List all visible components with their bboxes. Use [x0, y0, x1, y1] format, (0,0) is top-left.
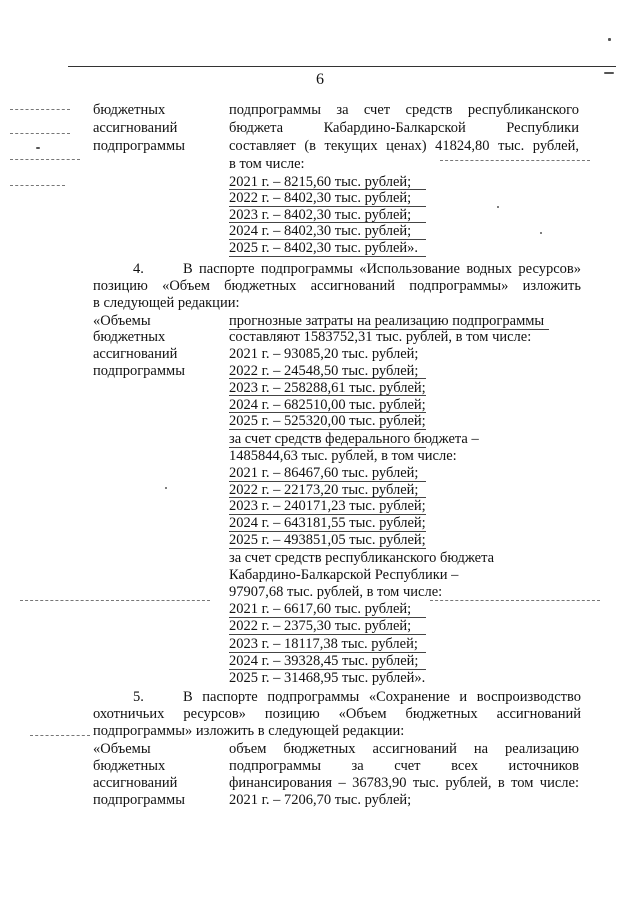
- scan-mark: [10, 109, 70, 110]
- underline: [229, 652, 426, 653]
- block2-line-21: 2024 г. – 39328,45 тыс. рублей;: [229, 653, 419, 669]
- block1-line-4: в том числе:: [229, 156, 305, 172]
- block2-label-3: ассигнований: [93, 346, 178, 362]
- block1-label-1: бюджетных: [93, 102, 166, 118]
- underline: [229, 447, 426, 448]
- underline: [229, 481, 426, 482]
- block2-line-22: 2025 г. – 31468,95 тыс. рублей».: [229, 670, 426, 686]
- scan-speck: [497, 206, 499, 208]
- block2-line-1: прогнозные затраты на реализацию подпрограммы: [229, 313, 545, 329]
- block1-year-2024: 2024 г. – 8402,30 тыс. рублей;: [229, 223, 412, 239]
- scan-mark: [10, 133, 70, 134]
- underline: [229, 329, 549, 330]
- item4-number: 4.: [133, 261, 144, 277]
- block1-year-2025: 2025 г. – 8402,30 тыс. рублей».: [229, 240, 419, 256]
- block2-line-7: 2025 г. – 525320,00 тыс. рублей;: [229, 413, 426, 429]
- top-rule: [68, 66, 616, 67]
- block2-line-2: составляют 1583752,31 тыс. рублей, в том числе:: [229, 329, 532, 345]
- block3-label-1: «Объемы: [93, 741, 151, 757]
- block3-line-3: финансирования – 36783,90 тыс. рублей, в том числе:: [229, 775, 579, 791]
- block1-year-2021: 2021 г. – 8215,60 тыс. рублей;: [229, 174, 412, 190]
- underline: [229, 514, 426, 515]
- underline: [229, 548, 426, 549]
- underline: [229, 239, 426, 240]
- block1-label-3: подпрограммы: [93, 138, 185, 154]
- block2-line-12: 2023 г. – 240171,23 тыс. рублей;: [229, 498, 426, 514]
- block3-line-2: подпрограммы за счет всех источников: [229, 758, 579, 774]
- underline: [229, 634, 426, 635]
- item4-line-1: [93, 261, 581, 277]
- scan-mark: [440, 160, 590, 161]
- block2-label-4: подпрограммы: [93, 363, 185, 379]
- block1-line-1: подпрограммы за счет средств республиканского: [229, 102, 579, 118]
- scan-mark: [430, 600, 600, 601]
- block3-line-4: 2021 г. – 7206,70 тыс. рублей;: [229, 792, 412, 808]
- item5-number: 5.: [133, 689, 144, 705]
- scan-speck: [604, 72, 614, 74]
- block3-label-4: подпрограммы: [93, 792, 185, 808]
- scan-speck: [540, 232, 542, 234]
- underline: [229, 256, 426, 257]
- item5-line-2: охотничьих ресурсов» позицию «Объем бюджетных ассигнований: [93, 706, 581, 722]
- block3-line-1: объем бюджетных ассигнований на реализацию: [229, 741, 579, 757]
- scan-speck: [36, 147, 40, 149]
- block2-line-20: 2023 г. – 18117,38 тыс. рублей;: [229, 636, 418, 652]
- block1-line-2: бюджета Кабардино-Балкарской Республики: [229, 120, 579, 136]
- scan-speck: [165, 487, 167, 489]
- block2-line-14: 2025 г. – 493851,05 тыс. рублей;: [229, 532, 426, 548]
- underline: [229, 412, 426, 413]
- block2-line-5: 2023 г. – 258288,61 тыс. рублей;: [229, 380, 426, 396]
- item5-line-1: [93, 689, 581, 705]
- scan-mark: [10, 185, 65, 186]
- scan-mark: [10, 159, 80, 160]
- underline: [229, 378, 426, 379]
- item4-line-3: в следующей редакции:: [93, 295, 240, 311]
- scan-mark: [30, 735, 90, 736]
- underline: [229, 429, 426, 430]
- item4-text-1: В паспорте подпрограммы «Использование водных ресурсов»: [183, 261, 581, 277]
- block1-year-2022: 2022 г. – 8402,30 тыс. рублей;: [229, 190, 412, 206]
- block2-label-1: «Объемы: [93, 313, 151, 329]
- block2-line-16: Кабардино-Балкарской Республики –: [229, 567, 459, 583]
- underline: [229, 206, 426, 207]
- underline: [229, 189, 426, 190]
- block2-line-8: за счет средств федерального бюджета –: [229, 431, 479, 447]
- underline: [229, 497, 426, 498]
- block1-line-3: составляет (в текущих ценах) 41824,80 тыс. рублей,: [229, 138, 579, 154]
- block3-label-2: бюджетных: [93, 758, 166, 774]
- block2-line-17: 97907,68 тыс. рублей, в том числе:: [229, 584, 443, 600]
- item4-line-2: позицию «Объем бюджетных ассигнований подпрограммы» изложить: [93, 278, 581, 294]
- block2-line-13: 2024 г. – 643181,55 тыс. рублей;: [229, 515, 426, 531]
- block2-line-18: 2021 г. – 6617,60 тыс. рублей;: [229, 601, 412, 617]
- underline: [229, 222, 426, 223]
- block1-label-2: ассигнований: [93, 120, 178, 136]
- item5-text-1: В паспорте подпрограммы «Сохранение и воспроизводство: [183, 689, 581, 705]
- item5-line-3: подпрограммы» изложить в следующей редакции:: [93, 723, 405, 739]
- block2-line-11: 2022 г. – 22173,20 тыс. рублей;: [229, 482, 419, 498]
- scan-speck: [608, 38, 611, 41]
- block2-line-10: 2021 г. – 86467,60 тыс. рублей;: [229, 465, 419, 481]
- block2-line-19: 2022 г. – 2375,30 тыс. рублей;: [229, 618, 412, 634]
- block2-line-3: 2021 г. – 93085,20 тыс. рублей;: [229, 346, 419, 362]
- underline: [229, 395, 426, 396]
- block2-line-4: 2022 г. – 24548,50 тыс. рублей;: [229, 363, 419, 379]
- block2-line-9: 1485844,63 тыс. рублей, в том числе:: [229, 448, 457, 464]
- underline: [229, 531, 426, 532]
- block2-line-15: за счет средств республиканского бюджета: [229, 550, 495, 566]
- scan-mark: [20, 600, 210, 601]
- underline: [229, 669, 426, 670]
- underline: [229, 617, 426, 618]
- block2-label-2: бюджетных: [93, 329, 166, 345]
- block2-line-6: 2024 г. – 682510,00 тыс. рублей;: [229, 397, 426, 413]
- page-number: 6: [316, 71, 324, 88]
- block3-label-3: ассигнований: [93, 775, 178, 791]
- block1-year-2023: 2023 г. – 8402,30 тыс. рублей;: [229, 207, 412, 223]
